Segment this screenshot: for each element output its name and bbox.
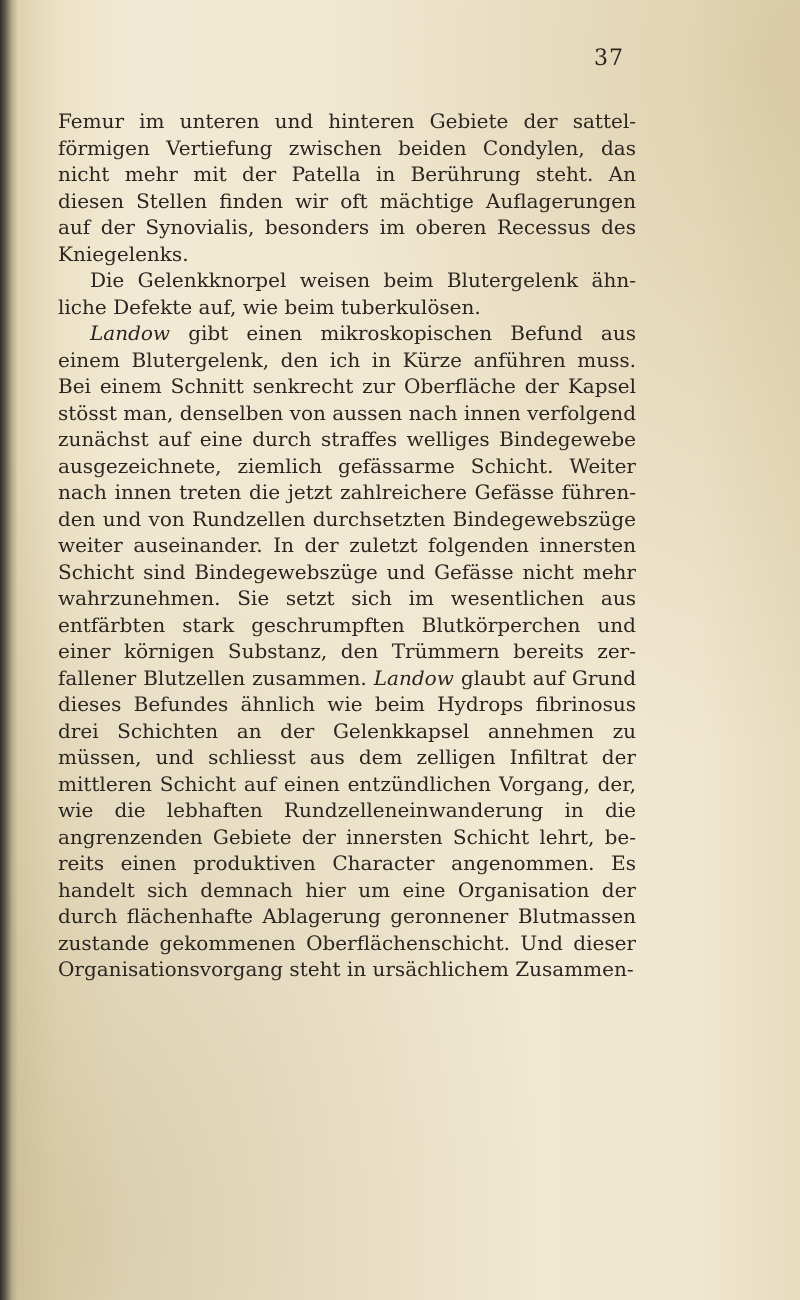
binding-edge xyxy=(0,0,18,1300)
paragraph-2 xyxy=(58,267,636,320)
paragraph-3 xyxy=(58,320,636,983)
page-number: 37 xyxy=(594,46,624,71)
body-text xyxy=(58,108,636,983)
paragraph-3-text-a: gibt einen mikroskopischen Befund aus einem Blutergelenk, den ich in Kürze anführen muss. Bei einem Schnitt senkrecht zur Oberfläche der Kapsel stösst man, denselben von aussen nach innen verfolgend zunächst auf eine durch straffes welliges Bindegewebe ausgezeichnete, ziemlich gefässarme Schicht. Weiter nach innen treten die jetzt zahlreichere Gefässe führenden und von Rundzellen durchsetzten Bindegewebszüge weiter auseinander. In der zuletzt folgenden innersten Schicht sind Bindegewebszüge und Gefässe nicht mehr wahrzunehmen. Sie setzt sich im wesentlichen aus entfärbten stark geschrumpften Blutkörperchen und einer körnigen Substanz, den Trümmern bereits zerfallener Blutzellen zusammen. xyxy=(58,321,636,690)
author-name-landow: Landow xyxy=(373,665,454,690)
paragraph-3-text-b: glaubt auf Grund dieses Befundes ähnlich wie beim Hydrops fibrinosus drei Schichten an der Gelenkkapsel annehmen zu müssen, und schliesst aus dem zelligen Infiltrat der mittleren Schicht auf einen entzündlichen Vorgang, der, wie die lebhaften Rundzelleneinwanderung in die angrenzenden Gebiete der innersten Schicht lehrt, bereits einen produktiven Character angenommen. Es handelt sich demnach hier um eine Organisation der durch flächenhafte Ablagerung geronnener Blutmassen zustande gekommenen Oberflächenschicht. Und dieser Organisationsvorgang steht in ursächlichem Zusammen- xyxy=(58,665,636,981)
paragraph-1 xyxy=(58,108,636,267)
paragraph-1-text: Femur im unteren und hinteren Gebiete der sattelförmigen Vertiefung zwischen beiden Condylen, das nicht mehr mit der Patella in Berührung steht. An diesen Stellen finden wir oft mächtige Auflagerungen auf der Synovialis, besonders im oberen Recessus des Kniegelenks. xyxy=(58,109,636,266)
paragraph-2-text: Die Gelenkknorpel weisen beim Blutergelenk ähnliche Defekte auf, wie beim tuberkulösen. xyxy=(58,268,636,319)
author-name-landow: Landow xyxy=(90,321,171,345)
